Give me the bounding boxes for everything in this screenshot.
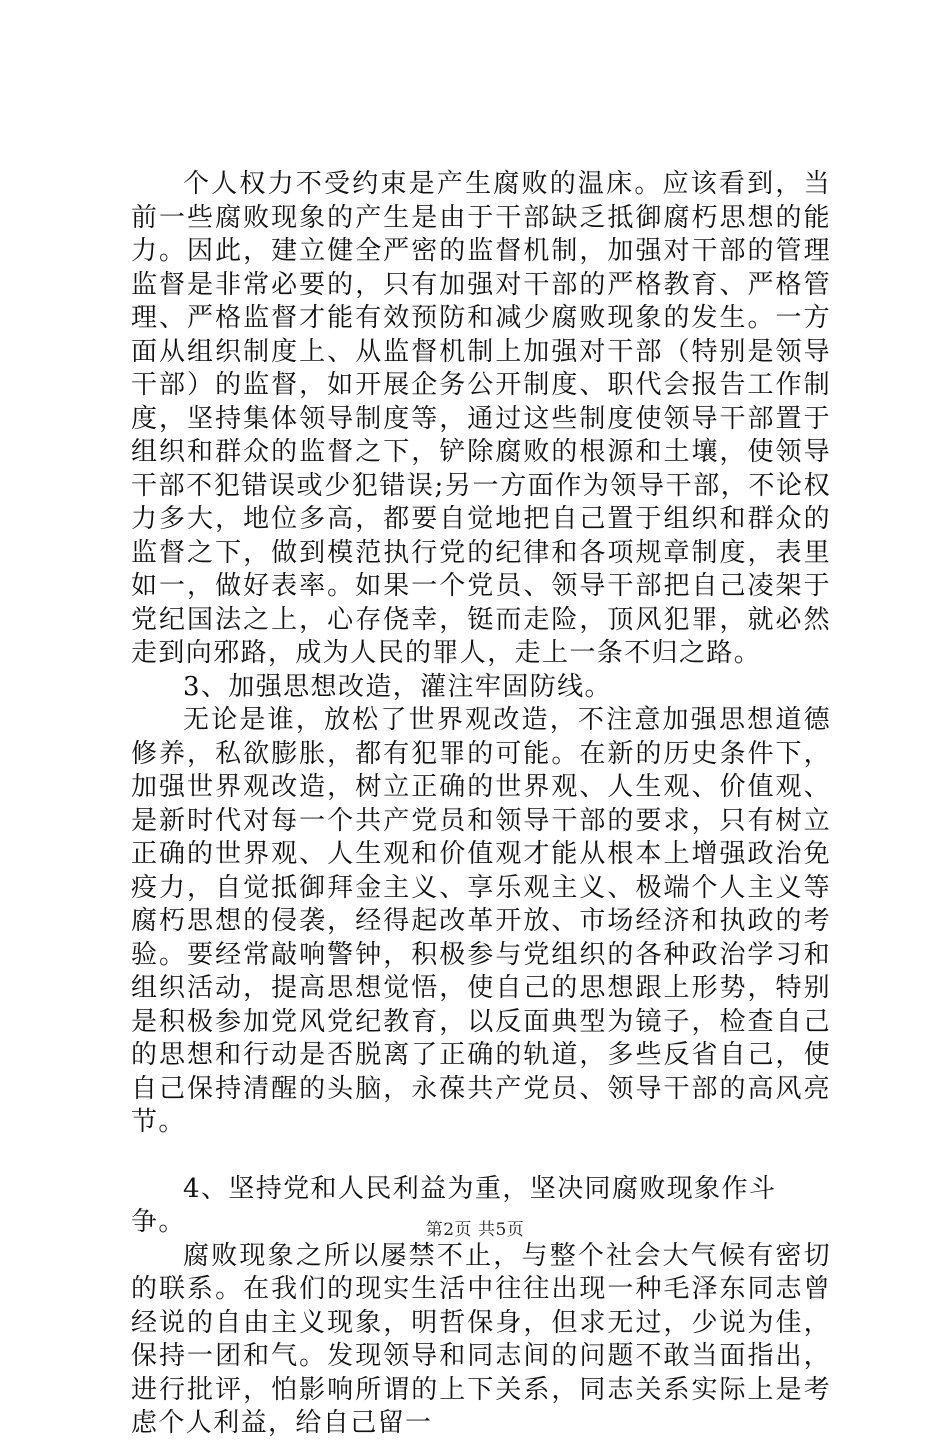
paragraph-ideology: 无论是谁，放松了世界观改造，不注意加强思想道德修养，私欲膨胀，都有犯罪的可能。在新的历史条件下，加强世界观改造，树立正确的世界观、人生观、价值观、是新时代对每一个共产党员和领导干部的要求，只有树立正确的世界观、人生观和价值观才能从根本上增强政治免疫力，自觉抵御拜金主义、享乐观主义、极端个人主义等腐朽思想的侵袭，经得起改革开放、市场经济和执政的考验。要经常敲响警钟，积极参与党组织的各种政治学习和组织活动，提高思想觉悟，使自己的思想跟上形势，特别是积极参加党风党纪教育，以反面典型为镜子，检查自己的思想和行动是否脱离了正确的轨道，多些反省自己，使自己保持清醒的头脑，永葆共产党员、领导干部的高风亮节。 (131, 705, 831, 1137)
page-footer: 第2页 共5页 (425, 1220, 525, 1240)
section-heading-3: 3、加强思想改造，灌注牢固防线。 (183, 671, 612, 702)
section-heading-4: 4、坚持党和人民利益为重，坚决同腐败现象作斗争。 (131, 1173, 777, 1237)
paragraph-spacer (131, 1140, 831, 1173)
document-body (131, 168, 831, 1441)
paragraph-corruption: 腐败现象之所以屡禁不止，与整个社会大气候有密切的联系。在我们的现实生活中往往出现一种毛泽东同志曾经说的自由主义现象，明哲保身，但求无过，少说为佳，保持一团和气。发现领导和同志间的问题不敢当面指出，进行批评，怕影响所谓的上下关系，同志关系实际上是考虑个人利益，给自己留一 (131, 1240, 831, 1438)
paragraph-supervision: 个人权力不受约束是产生腐败的温床。应该看到，当前一些腐败现象的产生是由于干部缺乏抵御腐朽思想的能力。因此，建立健全严密的监督机制，加强对干部的管理监督是非常必要的，只有加强对干部的严格教育、严格管理、严格监督才能有效预防和减少腐败现象的发生。一方面从组织制度上、从监督机制上加强对干部（特别是领导干部）的监督，如开展企务公开制度、职代会报告工作制度，坚持集体领导制度等，通过这些制度使领导干部置于组织和群众的监督之下，铲除腐败的根源和土壤，使领导干部不犯错误或少犯错误;另一方面作为领导干部，不论权力多大，地位多高，都要自觉地把自己置于组织和群众的监督之下，做到模范执行党的纪律和各项规章制度，表里如一，做好表率。如果一个党员、领导干部把自己凌架于党纪国法之上，心存侥幸，铤而走险，顶风犯罪，就必然走到向邪路，成为人民的罪人，走上一条不归之路。 (131, 169, 831, 668)
